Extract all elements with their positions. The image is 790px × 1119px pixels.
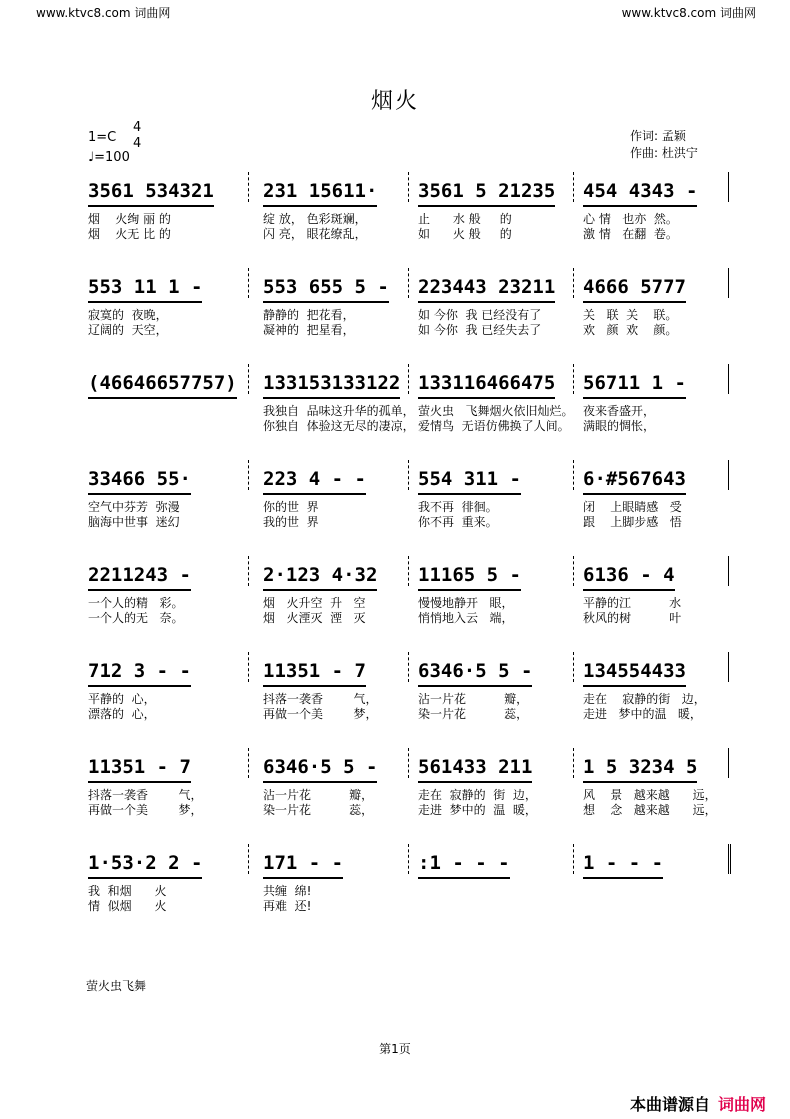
site-watermark-left[interactable]: www.ktvc8.com 词曲网 [36, 6, 171, 20]
lyric-verse-2: 你不再 重来。 [418, 515, 498, 529]
measure-notes: 1·53·2 2 - [88, 852, 202, 879]
barline [573, 652, 574, 682]
measure-notes: 561433 211 [418, 756, 532, 783]
key-signature: 1=C [88, 130, 117, 145]
lyric-verse-1: 你的世 界 [263, 500, 319, 514]
lyric-verse-2: 走进 梦中的 温 暖， [418, 803, 537, 817]
barline [728, 172, 729, 202]
lyric-verse-1: 风 景 越来越 远， [583, 788, 717, 802]
lyric-verse-2: 如 火 般 的 [418, 227, 512, 241]
tempo-marking: ♩=100 [88, 150, 130, 165]
barline [728, 652, 729, 682]
barline [408, 268, 409, 298]
barline [248, 172, 249, 202]
measure-notes: 3561 5 21235 [418, 180, 555, 207]
barline [408, 172, 409, 202]
measure-notes: 1 - - - [583, 852, 663, 879]
measure-notes: 33466 55· [88, 468, 191, 495]
barline [573, 748, 574, 778]
lyric-verse-2: 如 今你 我 已经失去了 [418, 323, 542, 337]
measure-notes: 133116466475 [418, 372, 555, 399]
lyric-verse-1: 静静的 把花看， [263, 308, 355, 322]
lyric-verse-1: 我独自 品味这升华的孤单， [263, 404, 415, 418]
barline [408, 652, 409, 682]
lyric-verse-1: 烟 火绚 丽 的 [88, 212, 171, 226]
lyric-verse-1: 沾一片花 瓣， [263, 788, 374, 802]
measure-notes: 223443 23211 [418, 276, 555, 303]
lyric-verse-1: 绽 放， 色彩斑斓， [263, 212, 367, 226]
measure-notes: 133153133122 [263, 372, 400, 399]
lyric-verse-2: 想 念 越来越 远， [583, 803, 717, 817]
lyric-verse-2: 闪 亮， 眼花缭乱， [263, 227, 367, 241]
measure-notes: 171 - - [263, 852, 343, 879]
lyric-verse-1: 萤火虫 飞舞烟火依旧灿烂。 [418, 404, 574, 418]
lyric-verse-2: 跟 上脚步感 悟 [583, 515, 682, 529]
lyric-verse-2: 烟 火湮灭 湮 灭 [263, 611, 366, 625]
lyric-verse-2: 一个人的无 奈。 [88, 611, 184, 625]
brand-logo-text[interactable]: 词曲网 [717, 1095, 766, 1114]
lyric-verse-2: 再做一个美 梦， [88, 803, 203, 817]
page-number: 第1页 [379, 1042, 411, 1056]
lyric-verse-1: 如 今你 我 已经没有了 [418, 308, 542, 322]
lyric-verse-1: 共缠 绵! [263, 884, 312, 898]
lyric-verse-1: 闭 上眼睛感 受 [583, 500, 682, 514]
lyric-verse-2: 爱情鸟 无语仿佛换了人间。 [418, 419, 570, 433]
composer: 作曲: 杜洪宁 [630, 146, 698, 160]
measure-notes: 4666 5777 [583, 276, 686, 303]
lyric-verse-2: 辽阔的 天空， [88, 323, 168, 337]
song-title: 烟火 [370, 89, 419, 114]
measure-notes: 712 3 - - [88, 660, 191, 687]
barline [248, 652, 249, 682]
barline [408, 364, 409, 394]
measure-notes: 553 11 1 - [88, 276, 202, 303]
measure-notes: 11351 - 7 [88, 756, 191, 783]
lyric-verse-2: 我的世 界 [263, 515, 319, 529]
lyric-verse-1: 我 和烟 火 [88, 884, 167, 898]
barline [573, 844, 574, 874]
measure-notes: 3561 534321 [88, 180, 214, 207]
lyric-verse-1: 抖落一袭香 气， [263, 692, 378, 706]
time-signature [133, 120, 141, 152]
barline [248, 268, 249, 298]
measure-notes: 1 5 3234 5 [583, 756, 697, 783]
barline [573, 268, 574, 298]
lyric-verse-2: 脑海中世事 迷幻 [88, 515, 180, 529]
lyric-verse-1: 止 水 般 的 [418, 212, 512, 226]
lyric-verse-1: 心 情 也亦 然。 [583, 212, 678, 226]
measure-notes: 6346·5 5 - [263, 756, 377, 783]
lyric-verse-2: 漂落的 心， [88, 707, 156, 721]
credits [630, 128, 698, 162]
lyric-verse-2: 走进 梦中的温 暖， [583, 707, 702, 721]
meter-top: 4 [133, 120, 142, 135]
barline [408, 844, 409, 874]
measure-notes: 2211243 - [88, 564, 191, 591]
lyric-verse-1: 夜来香盛开， [583, 404, 656, 418]
lyric-verse-1: 抖落一袭香 气， [88, 788, 203, 802]
measure-notes: :1 - - - [418, 852, 510, 879]
meter-bottom: 4 [133, 136, 142, 151]
lyric-verse-2: 染一片花 蕊， [418, 707, 529, 721]
measure-notes: 6·#567643 [583, 468, 686, 495]
barline [728, 556, 729, 586]
barline [248, 844, 249, 874]
barline [573, 172, 574, 202]
measure-notes: 6136 - 4 [583, 564, 675, 591]
lyric-verse-2: 你独自 体验这无尽的凄凉， [263, 419, 415, 433]
lyric-verse-2: 染一片花 蕊， [263, 803, 374, 817]
barline [248, 556, 249, 586]
lyric-verse-2: 欢 颜 欢 颜。 [583, 323, 678, 337]
measure-notes: 134554433 [583, 660, 686, 687]
lyricist: 作词: 孟颖 [630, 129, 686, 143]
measure-notes: 454 4343 - [583, 180, 697, 207]
measure-notes: 56711 1 - [583, 372, 686, 399]
barline [248, 364, 249, 394]
barline [408, 748, 409, 778]
lyric-verse-1: 平静的江 水 [583, 596, 682, 610]
barline [728, 268, 729, 298]
barline [728, 748, 729, 778]
measure-notes: 2·123 4·32 [263, 564, 377, 591]
measure-notes: 6346·5 5 - [418, 660, 532, 687]
lyric-verse-1: 寂寞的 夜晚， [88, 308, 168, 322]
brand-text: 本曲谱源自 [629, 1095, 710, 1114]
lyric-verse-2: 秋风的树 叶 [583, 611, 682, 625]
lyric-verse-1: 沾一片花 瓣， [418, 692, 529, 706]
barline [728, 364, 729, 394]
measure-notes: 553 655 5 - [263, 276, 389, 303]
measure-notes: 231 15611· [263, 180, 377, 207]
measure-notes: 11165 5 - [418, 564, 521, 591]
lyric-verse-1: 慢慢地静开 眼， [418, 596, 514, 610]
lyric-verse-2: 再做一个美 梦， [263, 707, 378, 721]
site-watermark-right[interactable]: www.ktvc8.com 词曲网 [621, 6, 756, 20]
measure-notes: 11351 - 7 [263, 660, 366, 687]
lyric-verse-1: 烟 火升空 升 空 [263, 596, 366, 610]
song-tag: 萤火虫飞舞 [86, 979, 147, 993]
barline [573, 460, 574, 490]
lyric-verse-1: 平静的 心， [88, 692, 156, 706]
source-brand[interactable] [630, 1092, 766, 1115]
lyric-verse-1: 一个人的精 彩。 [88, 596, 184, 610]
lyric-verse-1: 走在 寂静的 街 边， [418, 788, 537, 802]
lyric-verse-1: 关 联 关 联。 [583, 308, 678, 322]
measure-notes: 554 311 - [418, 468, 521, 495]
lyric-verse-1: 走在 寂静的街 边， [583, 692, 706, 706]
lyric-verse-2: 激 情 在翻 卷。 [583, 227, 678, 241]
barline [248, 460, 249, 490]
lyric-verse-2: 满眼的惆怅， [583, 419, 656, 433]
barline [248, 748, 249, 778]
measure-notes: 223 4 - - [263, 468, 366, 495]
measure-notes: (46646657757) [88, 372, 237, 399]
barline [408, 556, 409, 586]
lyric-verse-2: 悄悄地入云 端， [418, 611, 514, 625]
barline [408, 460, 409, 490]
lyric-verse-1: 空气中芬芳 弥漫 [88, 500, 180, 514]
lyric-verse-2: 再难 还! [263, 899, 312, 913]
lyric-verse-2: 烟 火无 比 的 [88, 227, 171, 241]
lyric-verse-1: 我不再 徘徊。 [418, 500, 498, 514]
final-barline [728, 844, 734, 874]
lyric-verse-2: 凝神的 把星看， [263, 323, 355, 337]
barline [573, 364, 574, 394]
lyric-verse-2: 情 似烟 火 [88, 899, 167, 913]
barline [573, 556, 574, 586]
barline [728, 460, 729, 490]
